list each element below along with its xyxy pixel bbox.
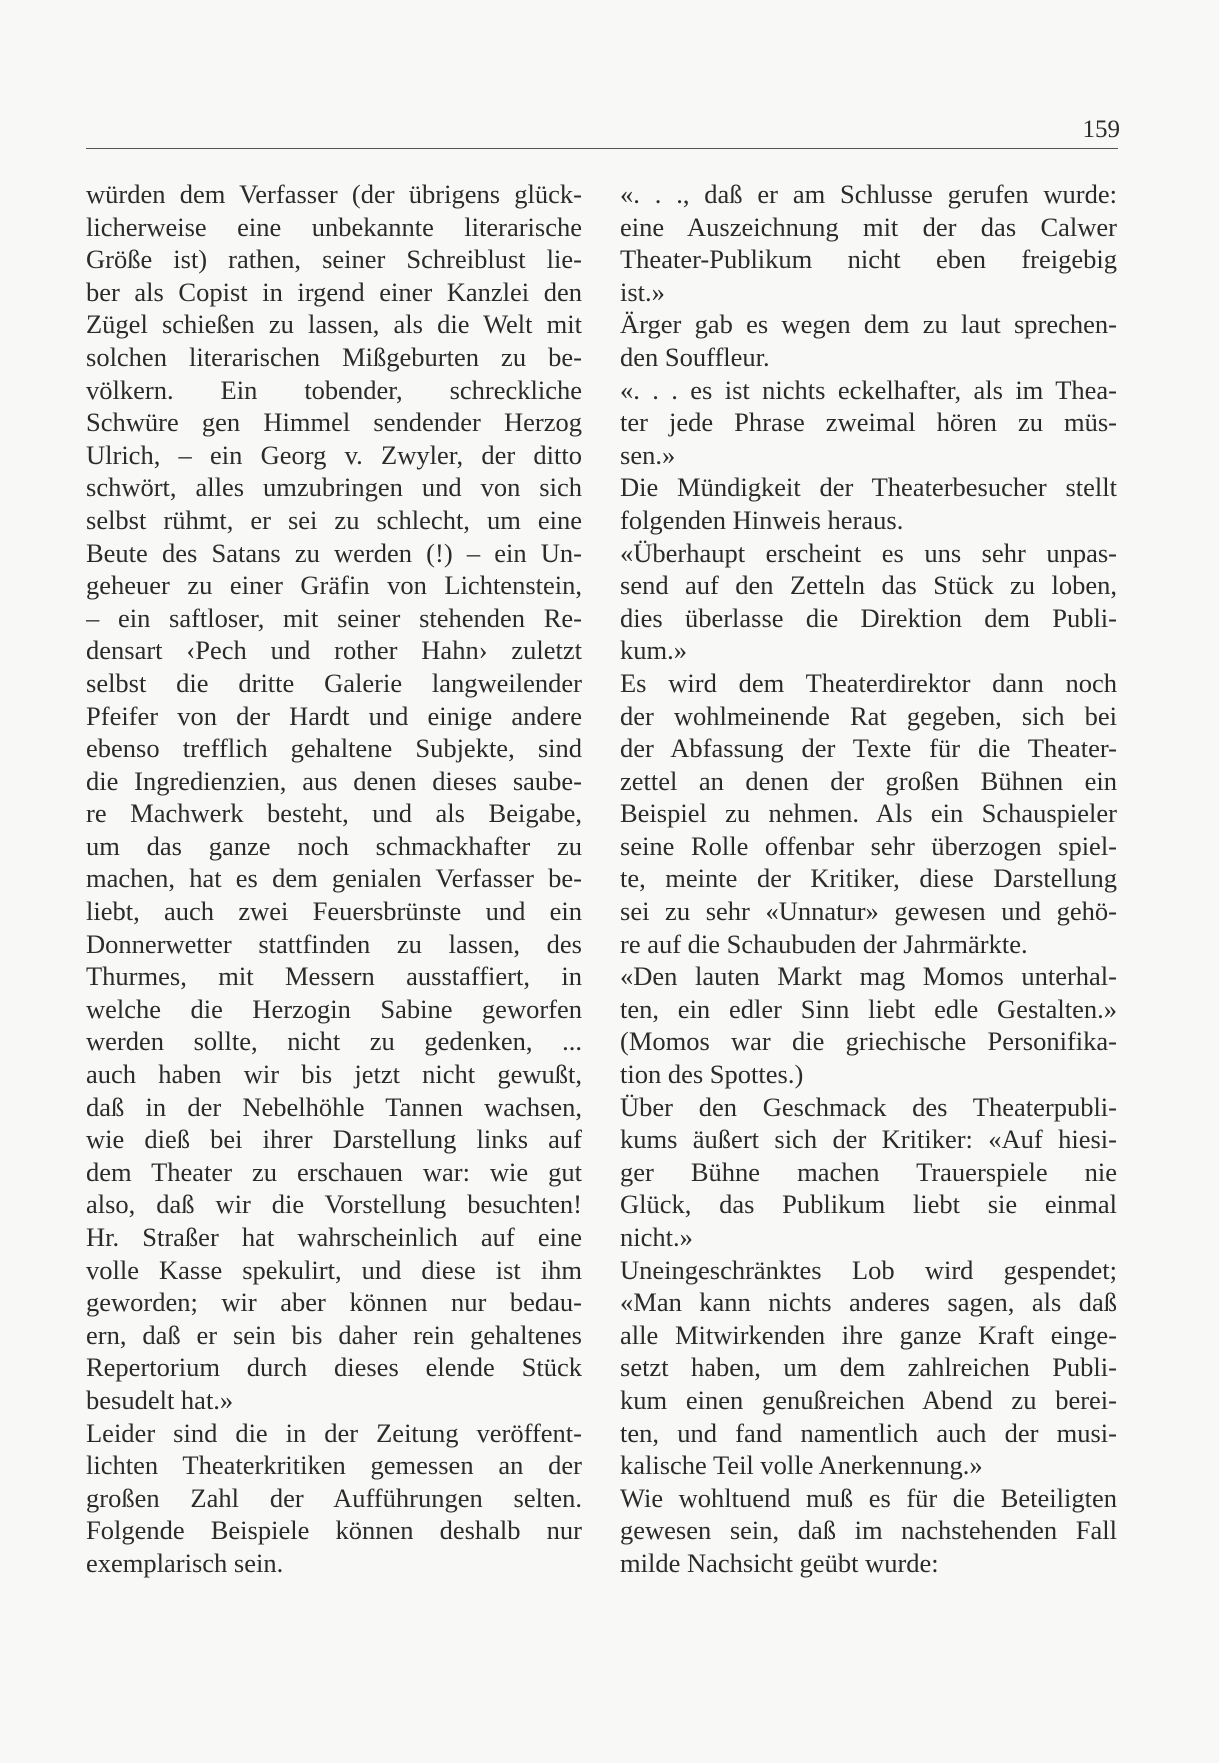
text-line: der wohlmeinende Rat gegeben, sich bei xyxy=(620,700,1117,731)
text-line: ger Bühne machen Trauerspiele nie xyxy=(620,1156,1117,1187)
text-line: um das ganze noch schmackhafter zu xyxy=(86,830,582,861)
text-line: ber als Copist in irgend einer Kanzlei den xyxy=(86,276,582,307)
text-line: Die Mündigkeit der Theaterbesucher stellt xyxy=(620,472,1117,503)
text-line: – ein saftloser, mit seiner stehenden Re- xyxy=(86,602,582,633)
text-line: Donnerwetter stattfinden zu lassen, des xyxy=(86,928,582,959)
text-line: Thurmes, mit Messern ausstaffiert, in xyxy=(86,961,582,992)
text-line: nicht.» xyxy=(620,1222,693,1252)
text-line: kum.» xyxy=(620,635,687,666)
text-line: Repertorium durch dieses elende Stück xyxy=(86,1352,582,1383)
text-line: te, meinte der Kritiker, diese Darstellung xyxy=(620,863,1117,894)
text-line: Schwüre gen Himmel sendender Herzog xyxy=(86,407,582,438)
text-line: licherweise eine unbekannte literarische xyxy=(86,211,582,242)
text-line: Über den Geschmack des Theaterpubli- xyxy=(620,1091,1117,1122)
text-line: Hr. Straßer hat wahrscheinlich auf eine xyxy=(86,1222,582,1252)
text-line: Es wird dem Theaterdirektor dann noch xyxy=(620,667,1117,698)
text-line: sei zu sehr «Unnatur» gewesen und gehö- xyxy=(620,896,1117,927)
page-number: 159 xyxy=(1082,116,1120,143)
text-line: kums äußert sich der Kritiker: «Auf hiesi- xyxy=(620,1124,1117,1155)
text-line: großen Zahl der Aufführungen selten. xyxy=(86,1482,582,1513)
text-line: Pfeifer von der Hardt und einige andere xyxy=(86,700,582,731)
text-line: sen.» xyxy=(620,439,676,470)
text-line: Ärger gab es wegen dem zu laut sprechen- xyxy=(620,309,1117,340)
text-line: den Souffleur. xyxy=(620,341,770,372)
text-line: ist.» xyxy=(620,276,665,307)
text-line: tion des Spottes.) xyxy=(620,1059,804,1090)
text-line: wie dieß bei ihrer Darstellung links auf xyxy=(86,1124,582,1155)
text-line: ebenso trefflich gehaltene Subjekte, sind xyxy=(86,733,582,764)
text-line: Beute des Satans zu werden (!) – ein Un- xyxy=(86,537,582,568)
text-line: selbst rühmt, er sei zu schlecht, um eine xyxy=(86,504,582,535)
text-line: daß in der Nebelhöhle Tannen wachsen, xyxy=(86,1091,582,1122)
text-line: besudelt hat.» xyxy=(86,1384,234,1415)
text-line: alle Mitwirkenden ihre ganze Kraft einge- xyxy=(620,1319,1117,1350)
text-line: liebt, auch zwei Feuersbrünste und ein xyxy=(86,896,582,927)
text-line: «Überhaupt erscheint es uns sehr unpas- xyxy=(620,537,1117,568)
text-line: ten, und fand namentlich auch der musi- xyxy=(620,1417,1117,1448)
text-line: geheuer zu einer Gräfin von Lichtenstein, xyxy=(86,570,582,601)
text-line: ter jede Phrase zweimal hören zu müs- xyxy=(620,407,1117,438)
text-line: Zügel schießen zu lassen, als die Welt mit xyxy=(86,309,582,340)
text-line: re auf die Schaubuden der Jahrmärkte. xyxy=(620,928,1028,959)
header-rule xyxy=(86,148,1118,149)
text-line: machen, hat es dem genialen Verfasser be- xyxy=(86,863,582,894)
right-column xyxy=(620,178,1117,1580)
text-line: Beispiel zu nehmen. Als ein Schauspieler xyxy=(620,798,1117,829)
text-line: Theater-Publikum nicht eben freigebig xyxy=(620,244,1117,275)
text-line: die Ingredienzien, aus denen dieses saube- xyxy=(86,765,582,796)
text-line: zettel an denen der großen Bühnen ein xyxy=(620,765,1117,796)
text-line: Ulrich, – ein Georg v. Zwyler, der ditto xyxy=(86,439,582,470)
text-line: Leider sind die in der Zeitung veröffent- xyxy=(86,1417,582,1448)
text-line: Uneingeschränktes Lob wird gespendet; xyxy=(620,1254,1117,1285)
text-line: kalische Teil volle Anerkennung.» xyxy=(620,1450,983,1481)
text-line: (Momos war die griechische Personifika- xyxy=(620,1026,1117,1057)
text-line: geworden; wir aber können nur bedau- xyxy=(86,1287,582,1318)
text-line: selbst die dritte Galerie langweilender xyxy=(86,667,582,698)
text-line: lichten Theaterkritiken gemessen an der xyxy=(86,1450,582,1481)
text-line: re Machwerk besteht, und als Beigabe, xyxy=(86,798,582,829)
text-line: «Man kann nichts anderes sagen, als daß xyxy=(620,1287,1117,1318)
text-line: «. . . es ist nichts eckelhafter, als im Thea- xyxy=(620,374,1117,405)
text-line: ten, ein edler Sinn liebt edle Gestalten.» xyxy=(620,993,1117,1024)
text-line: völkern. Ein tobender, schreckliche xyxy=(86,374,582,405)
text-line: solchen literarischen Mißgeburten zu be- xyxy=(86,341,582,372)
text-line: setzt haben, um dem zahlreichen Publi- xyxy=(620,1352,1117,1383)
text-line: also, daß wir die Vorstellung besuchten! xyxy=(86,1189,582,1220)
text-line: dem Theater zu erschauen war: wie gut xyxy=(86,1156,582,1187)
text-line: folgenden Hinweis heraus. xyxy=(620,504,904,535)
text-line: welche die Herzogin Sabine geworfen xyxy=(86,993,582,1024)
text-line: Größe ist) rathen, seiner Schreiblust lie- xyxy=(86,244,582,275)
text-line: seine Rolle offenbar sehr überzogen spiel- xyxy=(620,830,1117,861)
text-line: würden dem Verfasser (der übrigens glück- xyxy=(86,179,582,209)
text-line: schwört, alles umzubringen und von sich xyxy=(86,472,582,503)
text-line: densart ‹Pech und rother Hahn› zuletzt xyxy=(86,635,582,666)
text-line: kum einen genußreichen Abend zu berei- xyxy=(620,1384,1117,1415)
text-line: Wie wohltuend muß es für die Beteiligten xyxy=(620,1482,1117,1513)
left-column xyxy=(86,178,582,1580)
text-line: exemplarisch sein. xyxy=(86,1547,284,1578)
text-line: «. . ., daß er am Schlusse gerufen wurde: xyxy=(620,179,1117,209)
text-line: «Den lauten Markt mag Momos unterhal- xyxy=(620,961,1117,992)
text-line: eine Auszeichnung mit der das Calwer xyxy=(620,211,1117,242)
text-line: ern, daß er sein bis daher rein gehaltenes xyxy=(86,1319,582,1350)
text-line: Folgende Beispiele können deshalb nur xyxy=(86,1515,582,1546)
text-line: gewesen sein, daß im nachstehenden Fall xyxy=(620,1515,1117,1546)
text-line: volle Kasse spekulirt, und diese ist ihm xyxy=(86,1254,582,1285)
text-line: werden sollte, nicht zu gedenken, ... xyxy=(86,1026,582,1057)
text-line: Glück, das Publikum liebt sie einmal xyxy=(620,1189,1117,1220)
text-line: dies überlasse die Direktion dem Publi- xyxy=(620,602,1117,633)
text-line: auch haben wir bis jetzt nicht gewußt, xyxy=(86,1059,582,1090)
text-line: send auf den Zetteln das Stück zu loben, xyxy=(620,570,1117,601)
text-line: milde Nachsicht geübt wurde: xyxy=(620,1547,939,1578)
text-line: der Abfassung der Texte für die Theater- xyxy=(620,733,1117,764)
